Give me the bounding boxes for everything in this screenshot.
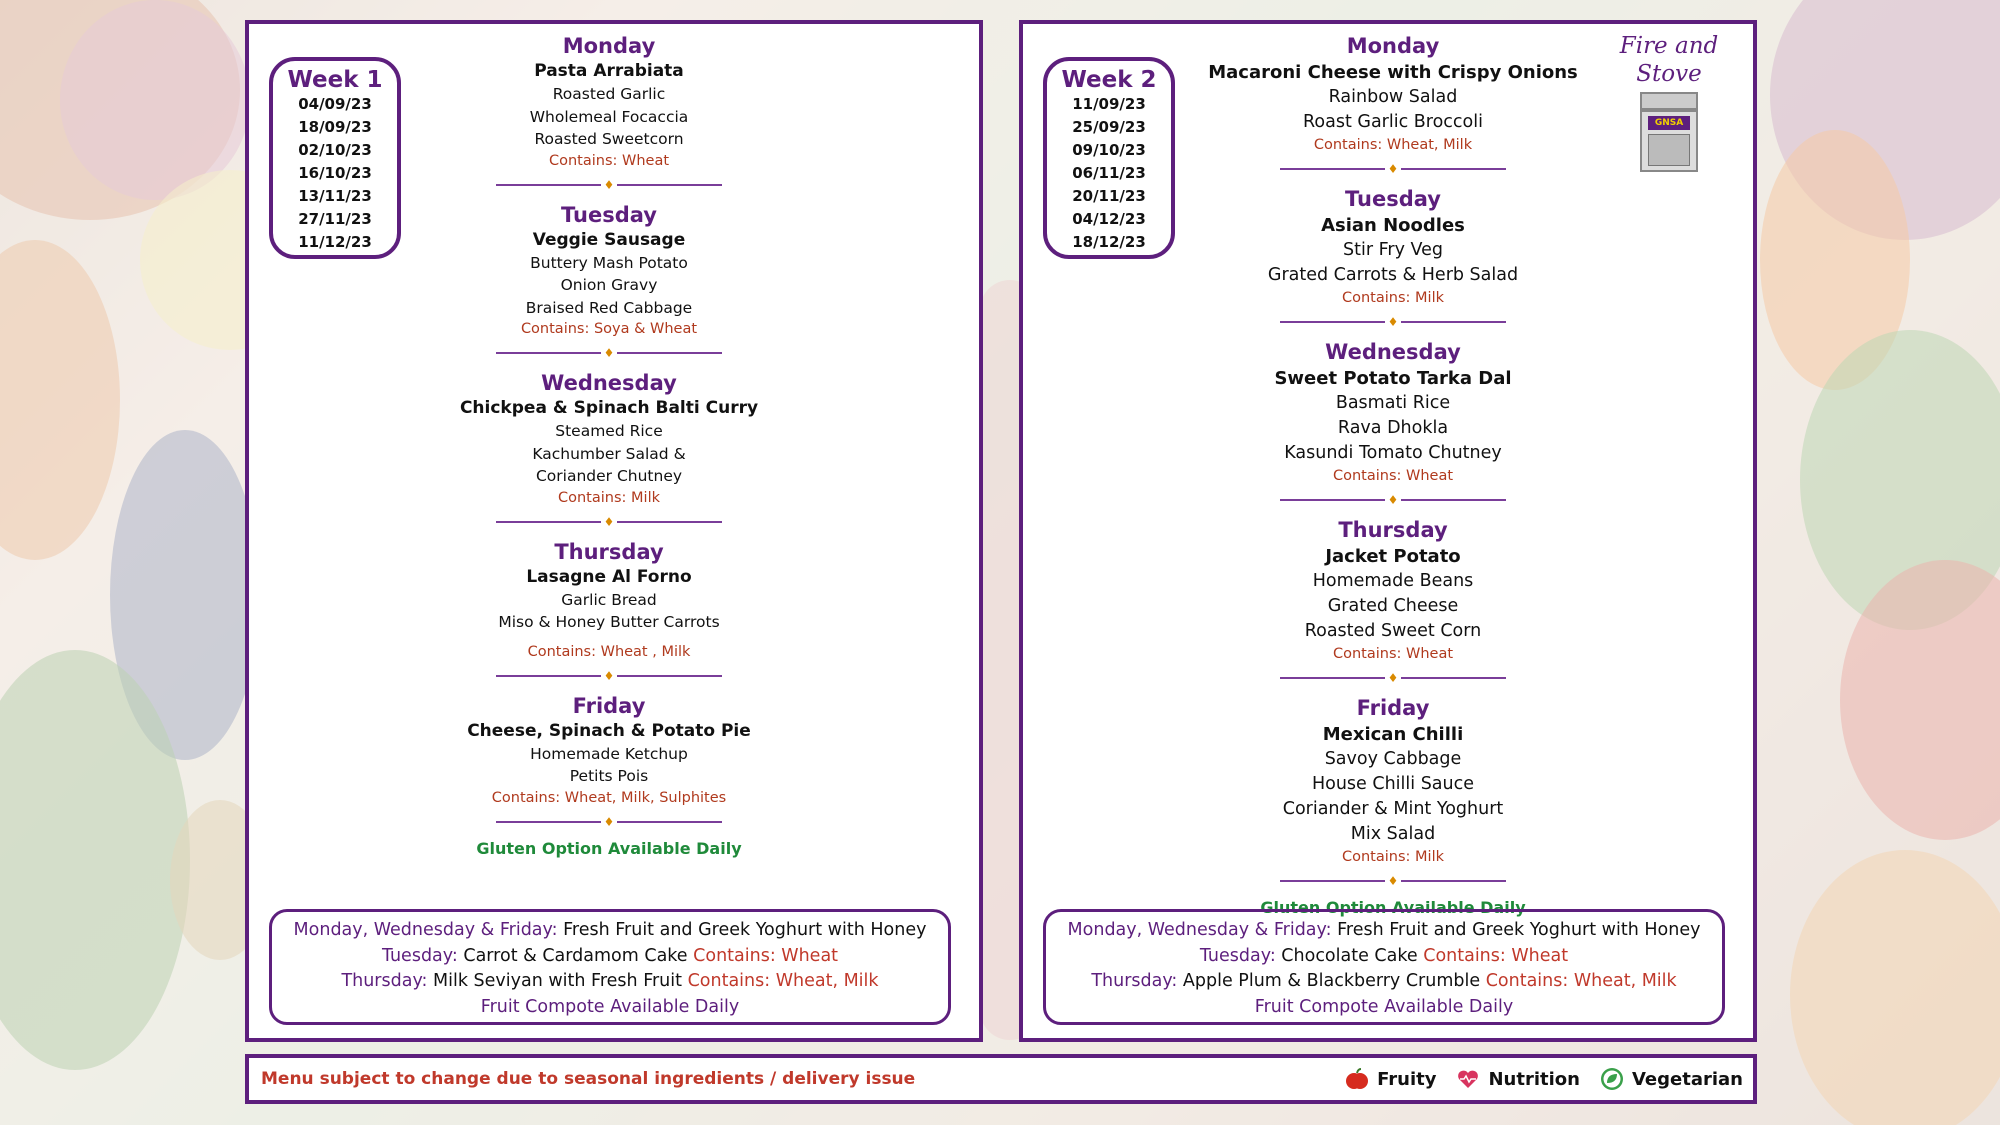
dessert-allergen: Contains: Wheat, Milk xyxy=(687,971,879,991)
dessert-line xyxy=(1046,918,1722,944)
main-dish: Lasagne Al Forno xyxy=(526,566,692,587)
dessert-days: Thursday: xyxy=(1091,971,1178,991)
dessert-allergen: Contains: Wheat xyxy=(693,945,839,966)
side-dish: Homemade Beans xyxy=(1312,571,1474,591)
week1-dessert-box xyxy=(269,909,951,1025)
week1-date: 13/11/23 xyxy=(298,187,372,205)
dessert-line xyxy=(272,944,948,970)
flame-icon: ♦ xyxy=(1387,874,1399,888)
day-name: Friday xyxy=(572,693,646,718)
week1-tuesday xyxy=(409,201,809,340)
side-dish: Roasted Garlic xyxy=(552,85,666,103)
side-dish: Kachumber Salad & xyxy=(532,444,686,463)
dessert-text: Chocolate Cake xyxy=(1281,945,1418,966)
side-dish: Grated Carrots & Herb Salad xyxy=(1267,265,1519,285)
side-dish: Buttery Mash Potato xyxy=(530,253,688,272)
dessert-text: Milk Seviyan with Fresh Fruit xyxy=(433,971,682,991)
side-dish: Wholemeal Focaccia xyxy=(529,107,689,126)
side-dish: Steamed Rice xyxy=(555,422,663,440)
day-name: Wednesday xyxy=(541,371,677,395)
dessert-days: Tuesday: xyxy=(1199,945,1276,966)
main-dish: Asian Noodles xyxy=(1321,215,1465,236)
side-dish: Homemade Ketchup xyxy=(530,744,688,763)
dessert-allergen: Contains: Wheat xyxy=(1423,945,1569,966)
gluten-option-note: Gluten Option Available Daily xyxy=(1260,898,1526,917)
allergen-note: Contains: Wheat , Milk xyxy=(527,643,691,660)
side-dish: Savoy Cabbage xyxy=(1324,749,1462,769)
allergen-note: Contains: Wheat xyxy=(1332,468,1454,484)
apple-icon xyxy=(1345,1067,1369,1091)
day-name: Tuesday xyxy=(1345,187,1441,211)
flame-icon: ♦ xyxy=(1387,315,1399,329)
week2-wednesday xyxy=(1183,338,1603,486)
week2-date: 25/09/23 xyxy=(1072,118,1146,136)
dessert-days: Thursday: xyxy=(341,971,428,991)
allergen-note: Contains: Wheat xyxy=(548,152,670,169)
legend-item-fruity xyxy=(1345,1067,1436,1091)
week1-date: 27/11/23 xyxy=(298,210,372,228)
main-dish: Jacket Potato xyxy=(1325,546,1461,567)
week2-date: 09/10/23 xyxy=(1072,141,1146,159)
day-name: Thursday xyxy=(554,539,664,564)
flame-divider xyxy=(1183,163,1603,175)
side-dish: Braised Red Cabbage xyxy=(525,298,693,317)
day-name: Tuesday xyxy=(561,202,657,227)
side-dish: Roast Garlic Broccoli xyxy=(1303,112,1483,132)
week2-title: Week 2 xyxy=(1061,67,1157,93)
dessert-text: Fresh Fruit and Greek Yoghurt with Honey xyxy=(1337,920,1701,940)
allergen-note: Contains: Wheat, Milk, Sulphites xyxy=(491,789,727,806)
menu-disclaimer: Menu subject to change due to seasonal ingredients / delivery issue xyxy=(261,1069,916,1089)
legend-item-nutrition xyxy=(1456,1067,1580,1091)
dessert-allergen: Contains: Wheat, Milk xyxy=(1485,971,1677,991)
week2-date: 11/09/23 xyxy=(1072,95,1146,113)
stove-icon xyxy=(1640,92,1698,172)
flame-divider xyxy=(409,516,809,528)
side-dish: Roasted Sweet Corn xyxy=(1304,621,1482,641)
week2-date: 20/11/23 xyxy=(1072,187,1146,205)
dessert-line xyxy=(272,918,948,944)
week2-date: 18/12/23 xyxy=(1072,233,1146,251)
legend-label: Vegetarian xyxy=(1631,1068,1743,1090)
side-dish: Kasundi Tomato Chutney xyxy=(1284,443,1502,463)
day-name: Thursday xyxy=(1338,518,1448,542)
dessert-line xyxy=(272,969,948,995)
week2-date-badge xyxy=(1043,57,1175,259)
flame-icon: ♦ xyxy=(603,346,615,360)
fruit-compote-note: Fruit Compote Available Daily xyxy=(1254,996,1514,1017)
main-dish: Cheese, Spinach & Potato Pie xyxy=(467,720,751,741)
week1-date: 18/09/23 xyxy=(298,118,372,136)
flame-icon: ♦ xyxy=(603,668,615,683)
legend-label: Fruity xyxy=(1377,1068,1437,1090)
week2-tuesday xyxy=(1183,185,1603,308)
week1-day-list xyxy=(409,32,809,860)
dessert-text: Apple Plum & Blackberry Crumble xyxy=(1182,971,1481,991)
flame-divider xyxy=(409,816,809,828)
week1-title: Week 1 xyxy=(287,67,383,93)
dessert-days: Monday, Wednesday & Friday: xyxy=(293,920,558,940)
heart-pulse-icon xyxy=(1456,1067,1480,1091)
day-name: Wednesday xyxy=(1325,340,1461,364)
side-dish: Roasted Sweetcorn xyxy=(534,130,684,148)
week2-menu-panel xyxy=(1019,20,1757,1042)
legend-item-vegetarian xyxy=(1600,1067,1743,1091)
main-dish: Pasta Arrabiata xyxy=(534,61,684,81)
side-dish: Mix Salad xyxy=(1350,824,1436,844)
dessert-days: Monday, Wednesday & Friday: xyxy=(1067,920,1332,940)
flame-icon: ♦ xyxy=(603,177,615,192)
flame-divider xyxy=(409,347,809,359)
fire-and-stove-logo xyxy=(1595,32,1743,157)
week1-date-badge xyxy=(269,57,401,259)
day-name: Friday xyxy=(1356,696,1430,720)
week1-menu-panel xyxy=(245,20,983,1042)
week1-date: 04/09/23 xyxy=(298,95,372,113)
week1-date: 02/10/23 xyxy=(298,141,372,159)
week2-monday xyxy=(1183,32,1603,155)
main-dish: Chickpea & Spinach Balti Curry xyxy=(459,398,759,418)
allergen-note: Contains: Milk xyxy=(1342,290,1444,306)
flame-icon: ♦ xyxy=(1387,162,1399,176)
side-dish: Grated Cheese xyxy=(1327,596,1459,616)
allergen-note: Contains: Wheat xyxy=(1332,646,1454,662)
side-dish: House Chilli Sauce xyxy=(1311,774,1475,794)
flame-icon: ♦ xyxy=(1387,493,1399,507)
side-dish: Miso & Honey Butter Carrots xyxy=(498,613,720,631)
flame-divider xyxy=(1183,316,1603,328)
week2-date: 04/12/23 xyxy=(1072,210,1146,228)
side-dish: Onion Gravy xyxy=(560,276,658,294)
flame-icon: ♦ xyxy=(603,814,615,829)
side-dish: Coriander & Mint Yoghurt xyxy=(1282,799,1504,819)
dessert-line xyxy=(1046,944,1722,970)
stove-label: GNSA xyxy=(1648,116,1690,130)
side-dish: Stir Fry Veg xyxy=(1343,240,1443,260)
side-dish: Rava Dhokla xyxy=(1337,418,1449,438)
footer-bar xyxy=(245,1054,1757,1104)
main-dish: Veggie Sausage xyxy=(532,229,686,250)
legend-label: Nutrition xyxy=(1488,1068,1580,1090)
week1-date: 11/12/23 xyxy=(298,233,372,251)
flame-divider xyxy=(409,179,809,191)
dessert-text: Carrot & Cardamom Cake xyxy=(463,945,688,966)
flame-divider xyxy=(1183,875,1603,887)
allergen-note: Contains: Milk xyxy=(1342,849,1444,865)
legend xyxy=(1325,1067,1743,1091)
day-name: Monday xyxy=(1346,34,1440,58)
allergen-note: Contains: Wheat, Milk xyxy=(1313,137,1473,153)
logo-text: Fire and Stove xyxy=(1619,33,1719,87)
dessert-days: Tuesday: xyxy=(381,945,458,966)
week1-date: 16/10/23 xyxy=(298,164,372,182)
side-dish: Garlic Bread xyxy=(561,590,657,609)
dessert-text: Fresh Fruit and Greek Yoghurt with Honey xyxy=(563,920,927,940)
flame-icon: ♦ xyxy=(603,514,615,529)
main-dish: Macaroni Cheese with Crispy Onions xyxy=(1208,62,1578,83)
main-dish: Sweet Potato Tarka Dal xyxy=(1274,368,1512,389)
week2-day-list xyxy=(1183,32,1603,919)
flame-divider xyxy=(409,670,809,682)
flame-divider xyxy=(1183,672,1603,684)
gluten-option-note: Gluten Option Available Daily xyxy=(476,838,742,858)
allergen-note: Contains: Soya & Wheat xyxy=(520,321,698,337)
allergen-note: Contains: Milk xyxy=(558,489,660,506)
fruit-compote-note: Fruit Compote Available Daily xyxy=(480,996,740,1017)
week1-thursday xyxy=(409,538,809,662)
flame-divider xyxy=(1183,494,1603,506)
week1-wednesday xyxy=(409,369,809,508)
side-dish: Basmati Rice xyxy=(1335,393,1451,413)
week2-friday xyxy=(1183,694,1603,867)
side-dish: Coriander Chutney xyxy=(535,467,683,485)
side-dish: Petits Pois xyxy=(569,767,649,785)
week1-friday xyxy=(409,692,809,808)
week2-dessert-box xyxy=(1043,909,1725,1025)
side-dish: Rainbow Salad xyxy=(1328,87,1458,107)
dessert-line xyxy=(1046,969,1722,995)
week1-monday xyxy=(409,32,809,171)
main-dish: Mexican Chilli xyxy=(1322,724,1464,745)
week2-date: 06/11/23 xyxy=(1072,164,1146,182)
day-name: Monday xyxy=(562,34,656,58)
week2-thursday xyxy=(1183,516,1603,664)
leaf-icon xyxy=(1600,1067,1624,1091)
flame-icon: ♦ xyxy=(1387,671,1399,685)
